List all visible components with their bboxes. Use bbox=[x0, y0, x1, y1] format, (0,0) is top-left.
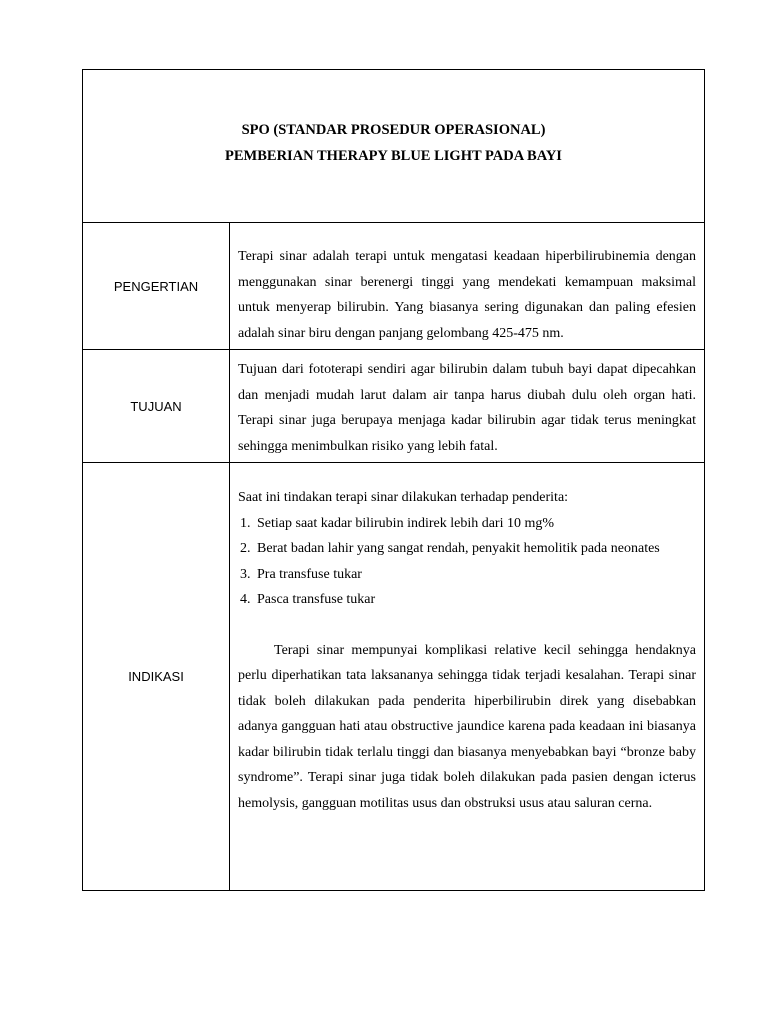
list-item bbox=[238, 536, 696, 562]
indikasi-paragraph: Terapi sinar mempunyai komplikasi relative kecil sehingga hendaknya perlu diperhatikan tata laksananya sehingga tidak terjadi kesalahan. Terapi sinar tidak boleh dilakukan pada penderita hiperbilirubin direk yang disebabkan adanya gangguan hati atau obstructive jaundice karena pada keadaan ini biasanya kadar bilirubin tidak terlalu tinggi dan biasanya menyebabkan bayi “bronze baby syndrome”. Terapi sinar juga tidak boleh dilakukan pada pasien dengan icterus hemolysis, gangguan motilitas usus dan obstruksi usus atau saluran cerna. bbox=[238, 642, 696, 811]
label-tujuan: TUJUAN bbox=[83, 350, 230, 462]
spo-document-table bbox=[82, 69, 705, 891]
list-item-number: 3. bbox=[240, 566, 251, 582]
indikasi-intro: Saat ini tindakan terapi sinar dilakukan terhadap penderita: bbox=[238, 490, 569, 505]
document-header bbox=[83, 70, 704, 223]
list-item bbox=[238, 562, 696, 588]
list-item bbox=[238, 511, 696, 537]
list-item-text: Setiap saat kadar bilirubin indirek lebih dari 10 mg% bbox=[257, 515, 555, 531]
list-item bbox=[238, 587, 696, 613]
indikasi-list bbox=[238, 511, 696, 613]
pengertian-text: Terapi sinar adalah terapi untuk mengatasi keadaan hiperbilirubinemia dengan menggunakan sinar berenergi tinggi yang mendekati kemampuan maksimal untuk menyerap bilirubin. Yang biasanya sering digunakan dan paling efesien adalah sinar biru dengan panjang gelombang 425-475 nm. bbox=[238, 249, 696, 341]
content-pengertian bbox=[238, 223, 696, 349]
row-pengertian bbox=[83, 223, 704, 350]
row-tujuan bbox=[83, 350, 704, 463]
content-tujuan bbox=[238, 350, 696, 462]
label-pengertian: PENGERTIAN bbox=[83, 223, 230, 349]
list-item-number: 4. bbox=[240, 592, 251, 607]
row-indikasi bbox=[83, 463, 704, 890]
content-indikasi bbox=[238, 463, 696, 890]
list-item-text: Pasca transfuse tukar bbox=[257, 592, 376, 607]
list-item-text: Pra transfuse tukar bbox=[257, 566, 362, 582]
tujuan-text: Tujuan dari fototerapi sendiri agar bilirubin dalam tubuh bayi dapat dipecahkan dan menjadi mudah larut dalam air tanpa harus diubah dulu oleh organ hati. Terapi sinar juga berupaya menjaga kadar bilirubin agar tidak terus meningkat sehingga menimbulkan risiko yang lebih fatal. bbox=[238, 362, 696, 454]
label-indikasi: INDIKASI bbox=[83, 463, 230, 890]
title-line-2: PEMBERIAN THERAPY BLUE LIGHT PADA BAYI bbox=[225, 148, 562, 164]
list-item-number: 2. bbox=[240, 541, 251, 556]
list-item-number: 1. bbox=[240, 515, 251, 531]
list-item-text: Berat badan lahir yang sangat rendah, penyakit hemolitik pada neonates bbox=[257, 541, 660, 556]
title-line-1: SPO (STANDAR PROSEDUR OPERASIONAL) bbox=[241, 122, 546, 138]
